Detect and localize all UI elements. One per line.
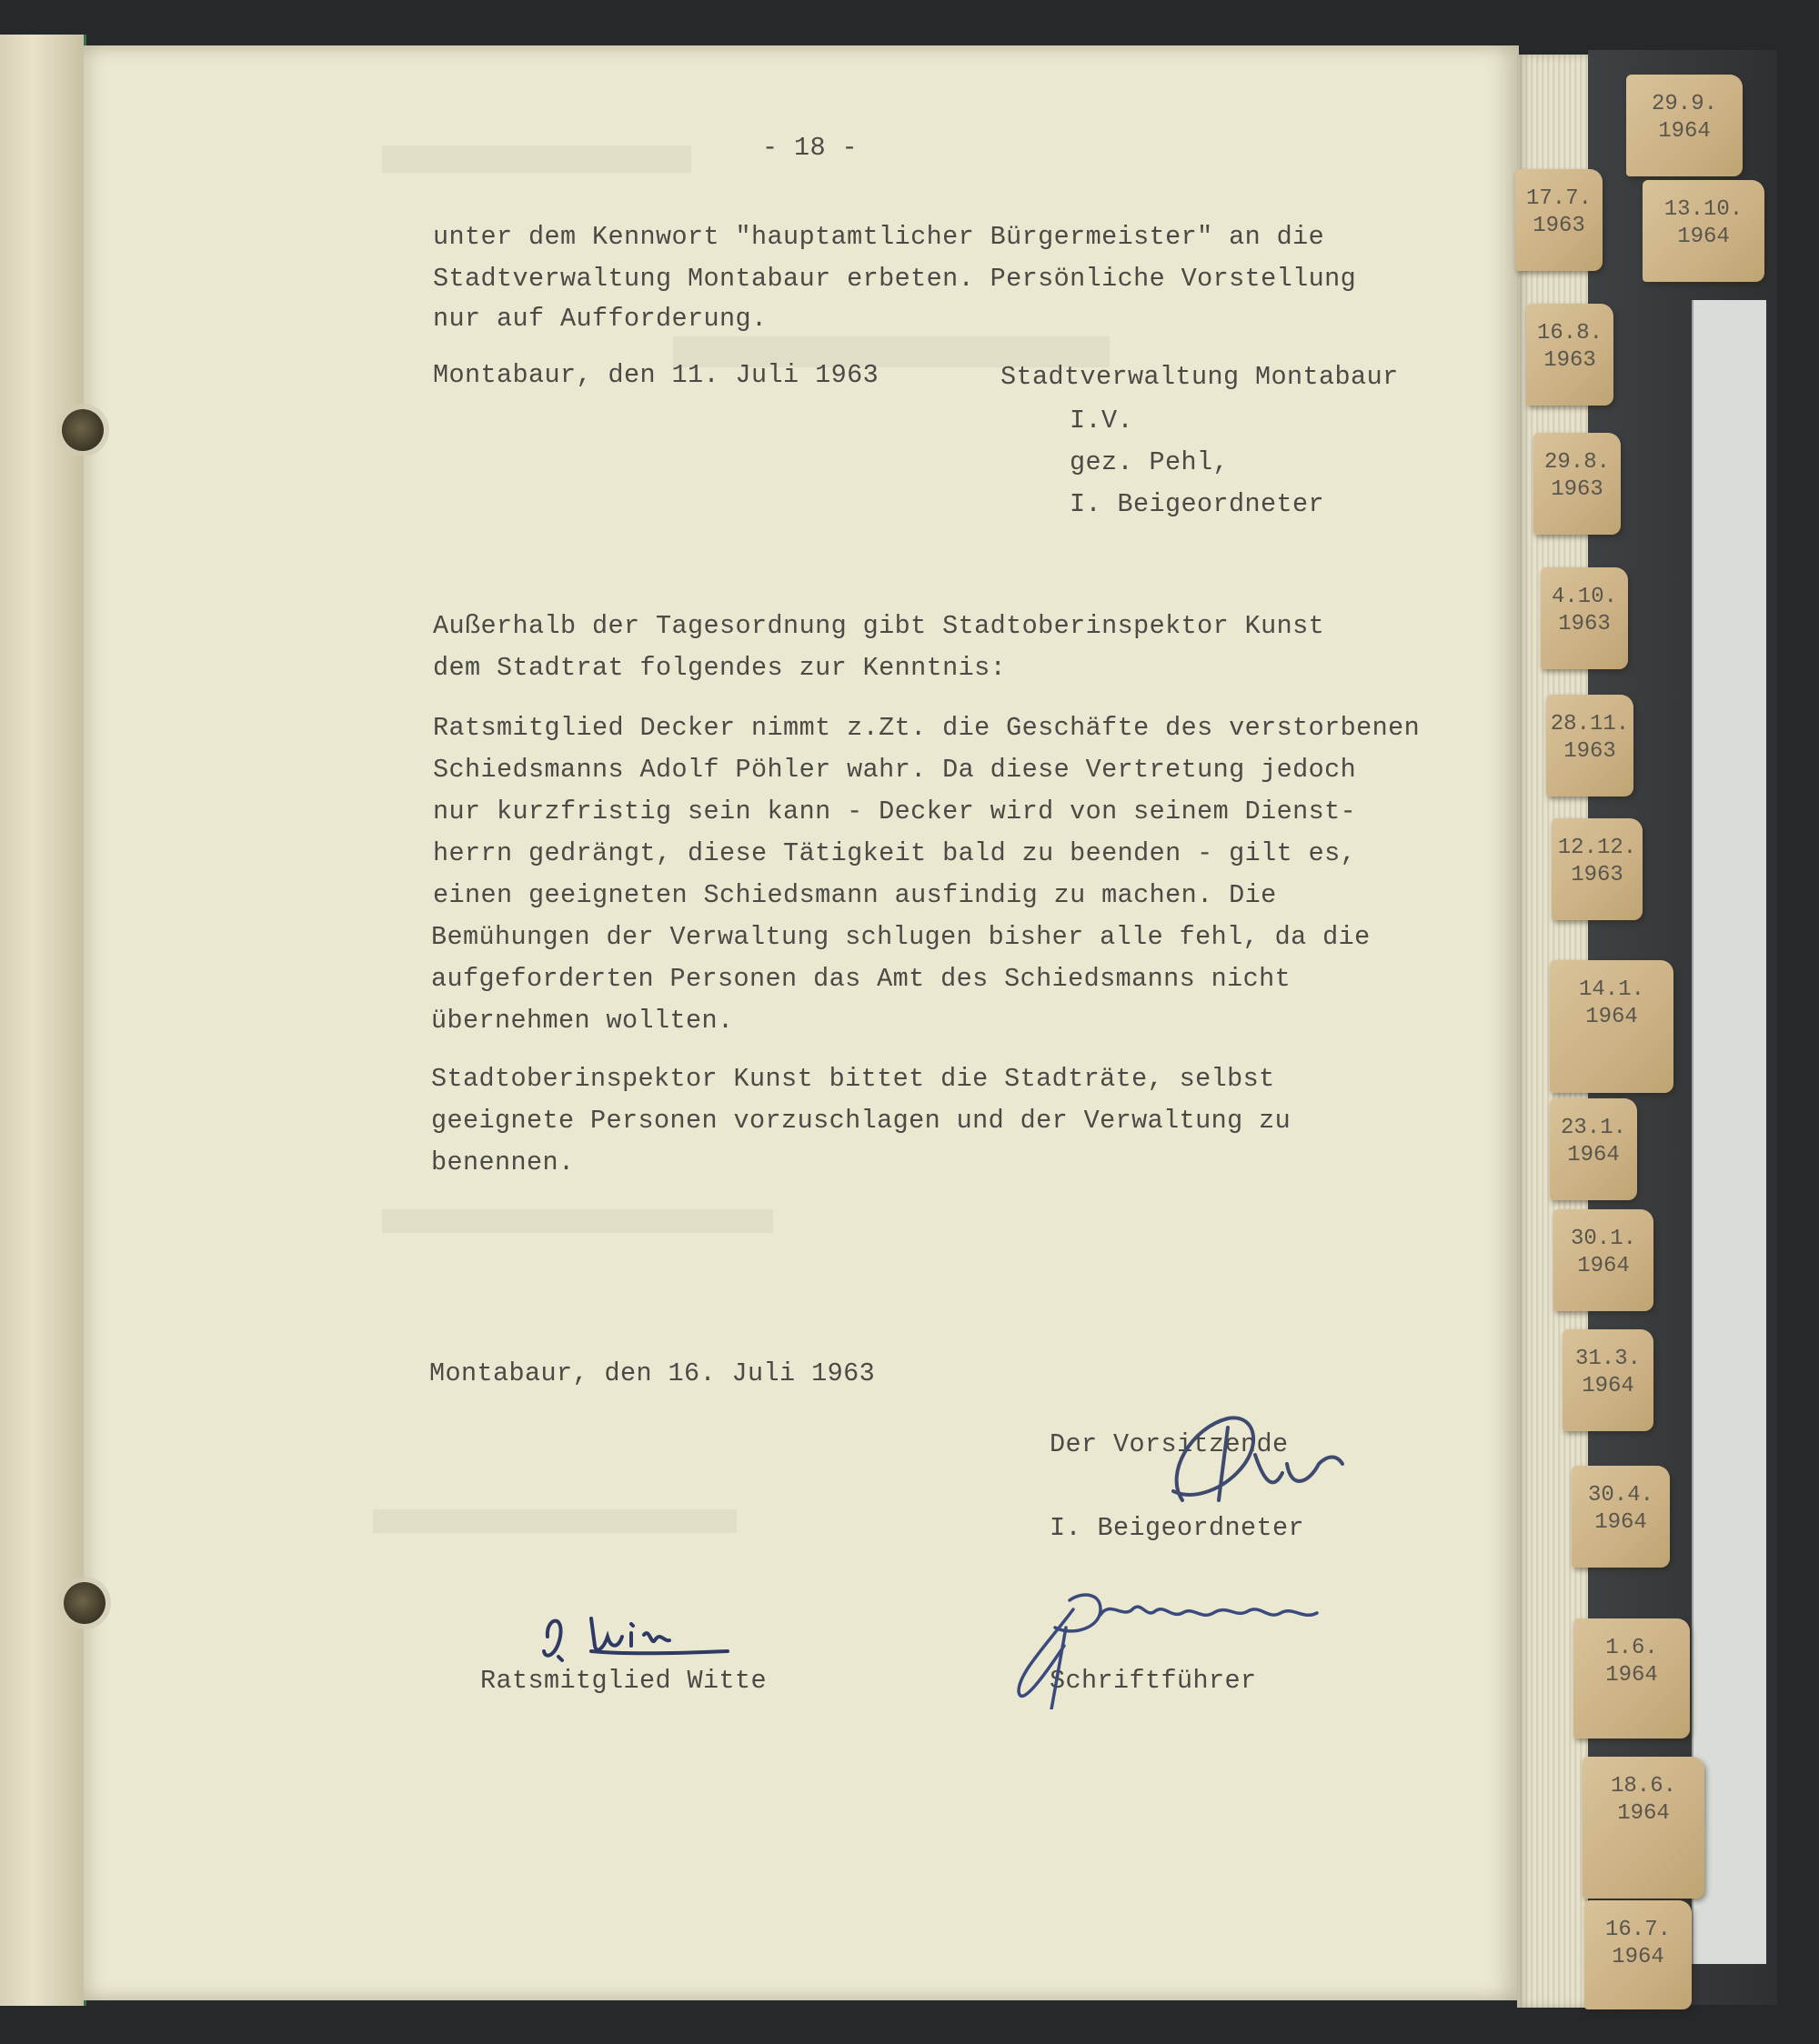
tab-year: 1963	[1551, 477, 1603, 502]
tab-date: 16.8.	[1536, 321, 1603, 346]
tab-date: 28.11.	[1550, 712, 1630, 736]
index-tab[interactable]	[1626, 75, 1743, 176]
tab-year: 1964	[1582, 1374, 1634, 1398]
index-tab[interactable]	[1643, 180, 1764, 282]
role-line: I. Beigeordneter	[1070, 489, 1325, 519]
index-tab[interactable]	[1533, 433, 1621, 535]
tab-date: 1.6.	[1605, 1636, 1658, 1660]
index-tab[interactable]	[1573, 1618, 1690, 1738]
tab-year: 1964	[1677, 225, 1730, 249]
chair-role: I. Beigeordneter	[1050, 1513, 1305, 1543]
index-tab[interactable]	[1541, 567, 1628, 669]
chair-signature	[1128, 1400, 1346, 1528]
tab-year: 1964	[1658, 119, 1711, 144]
index-tab[interactable]	[1550, 960, 1673, 1093]
tab-date: 23.1.	[1560, 1116, 1626, 1140]
place-date: Montabaur, den 16. Juli 1963	[429, 1358, 876, 1388]
tab-year: 1964	[1594, 1510, 1647, 1535]
text-line: Bemühungen der Verwaltung schlugen bisher alle fehl, da die	[431, 922, 1371, 952]
member-signature	[537, 1600, 755, 1673]
secretary-label: Schriftführer	[1050, 1666, 1257, 1696]
text-line: Schiedsmanns Adolf Pöhler wahr. Da diese Vertretung jedoch	[433, 755, 1357, 785]
secretary-signature	[964, 1573, 1346, 1709]
index-tab[interactable]	[1553, 1209, 1653, 1311]
tab-date: 29.9.	[1651, 92, 1717, 116]
tab-date: 4.10.	[1551, 585, 1617, 609]
index-tab[interactable]	[1550, 1098, 1637, 1200]
index-tab[interactable]	[1584, 1900, 1692, 2009]
tab-date: 13.10.	[1663, 197, 1744, 222]
tab-date: 16.7.	[1604, 1918, 1671, 1942]
index-tab[interactable]	[1583, 1757, 1704, 1899]
text-line: einen geeigneten Schiedsmann ausfindig zu machen. Die	[433, 880, 1277, 910]
place-date: Montabaur, den 11. Juli 1963	[433, 360, 879, 390]
tab-year: 1963	[1563, 739, 1616, 764]
tab-year: 1964	[1605, 1663, 1658, 1688]
tab-date: 18.6.	[1610, 1774, 1676, 1799]
tab-date: 30.4.	[1587, 1483, 1653, 1508]
text-line: Ratsmitglied Decker nimmt z.Zt. die Geschäfte des verstorbenen	[433, 713, 1421, 743]
member-label: Ratsmitglied Witte	[480, 1666, 768, 1696]
tab-date: 29.8.	[1543, 450, 1610, 475]
index-tab[interactable]	[1563, 1329, 1653, 1431]
tab-year: 1963	[1533, 214, 1585, 238]
tab-date: 12.12.	[1557, 836, 1637, 860]
tab-year: 1964	[1567, 1143, 1620, 1167]
text-line: Stadtverwaltung Montabaur erbeten. Persönliche Vorstellung	[433, 264, 1357, 294]
text-line: benennen.	[431, 1147, 575, 1177]
text-line: aufgeforderten Personen das Amt des Schiedsmanns nicht	[431, 964, 1291, 994]
tab-year: 1964	[1577, 1254, 1630, 1278]
intro-line: Außerhalb der Tagesordnung gibt Stadtoberinspektor Kunst	[433, 611, 1325, 641]
chair-label: Der Vorsitzende	[1050, 1429, 1289, 1459]
tab-year: 1964	[1612, 1945, 1664, 1969]
tab-date: 14.1.	[1578, 977, 1644, 1002]
iv-line: I.V.	[1070, 406, 1134, 436]
index-tab[interactable]	[1515, 169, 1603, 271]
index-tab[interactable]	[1552, 818, 1643, 920]
text-line: nur auf Aufforderung.	[433, 304, 768, 334]
tab-year: 1964	[1585, 1005, 1638, 1029]
text-line: übernehmen wollten.	[431, 1006, 734, 1036]
tab-date: 17.7.	[1525, 186, 1592, 211]
text-line: herrn gedrängt, diese Tätigkeit bald zu beenden - gilt es,	[433, 838, 1357, 868]
text-line: geeignete Personen vorzuschlagen und der Verwaltung zu	[431, 1106, 1291, 1136]
authority: Stadtverwaltung Montabaur	[1000, 362, 1399, 392]
tab-date: 31.3.	[1574, 1347, 1641, 1371]
tab-year: 1963	[1571, 863, 1623, 887]
tab-year: 1963	[1558, 612, 1611, 636]
text-line: nur kurzfristig sein kann - Decker wird von seinem Dienst-	[433, 797, 1357, 827]
index-tab[interactable]	[1526, 304, 1613, 406]
index-tab[interactable]	[1546, 695, 1633, 797]
intro-line: dem Stadtrat folgendes zur Kenntnis:	[433, 653, 1007, 683]
text-line: Stadtoberinspektor Kunst bittet die Stadträte, selbst	[431, 1064, 1275, 1094]
tab-year: 1963	[1543, 348, 1596, 373]
tab-year: 1964	[1617, 1801, 1670, 1826]
page-number: - 18 -	[762, 133, 859, 163]
tab-date: 30.1.	[1570, 1227, 1636, 1251]
index-tab[interactable]	[1572, 1466, 1670, 1568]
text-line: unter dem Kennwort "hauptamtlicher Bürgermeister" an die	[433, 222, 1325, 252]
signed-line: gez. Pehl,	[1070, 447, 1230, 477]
